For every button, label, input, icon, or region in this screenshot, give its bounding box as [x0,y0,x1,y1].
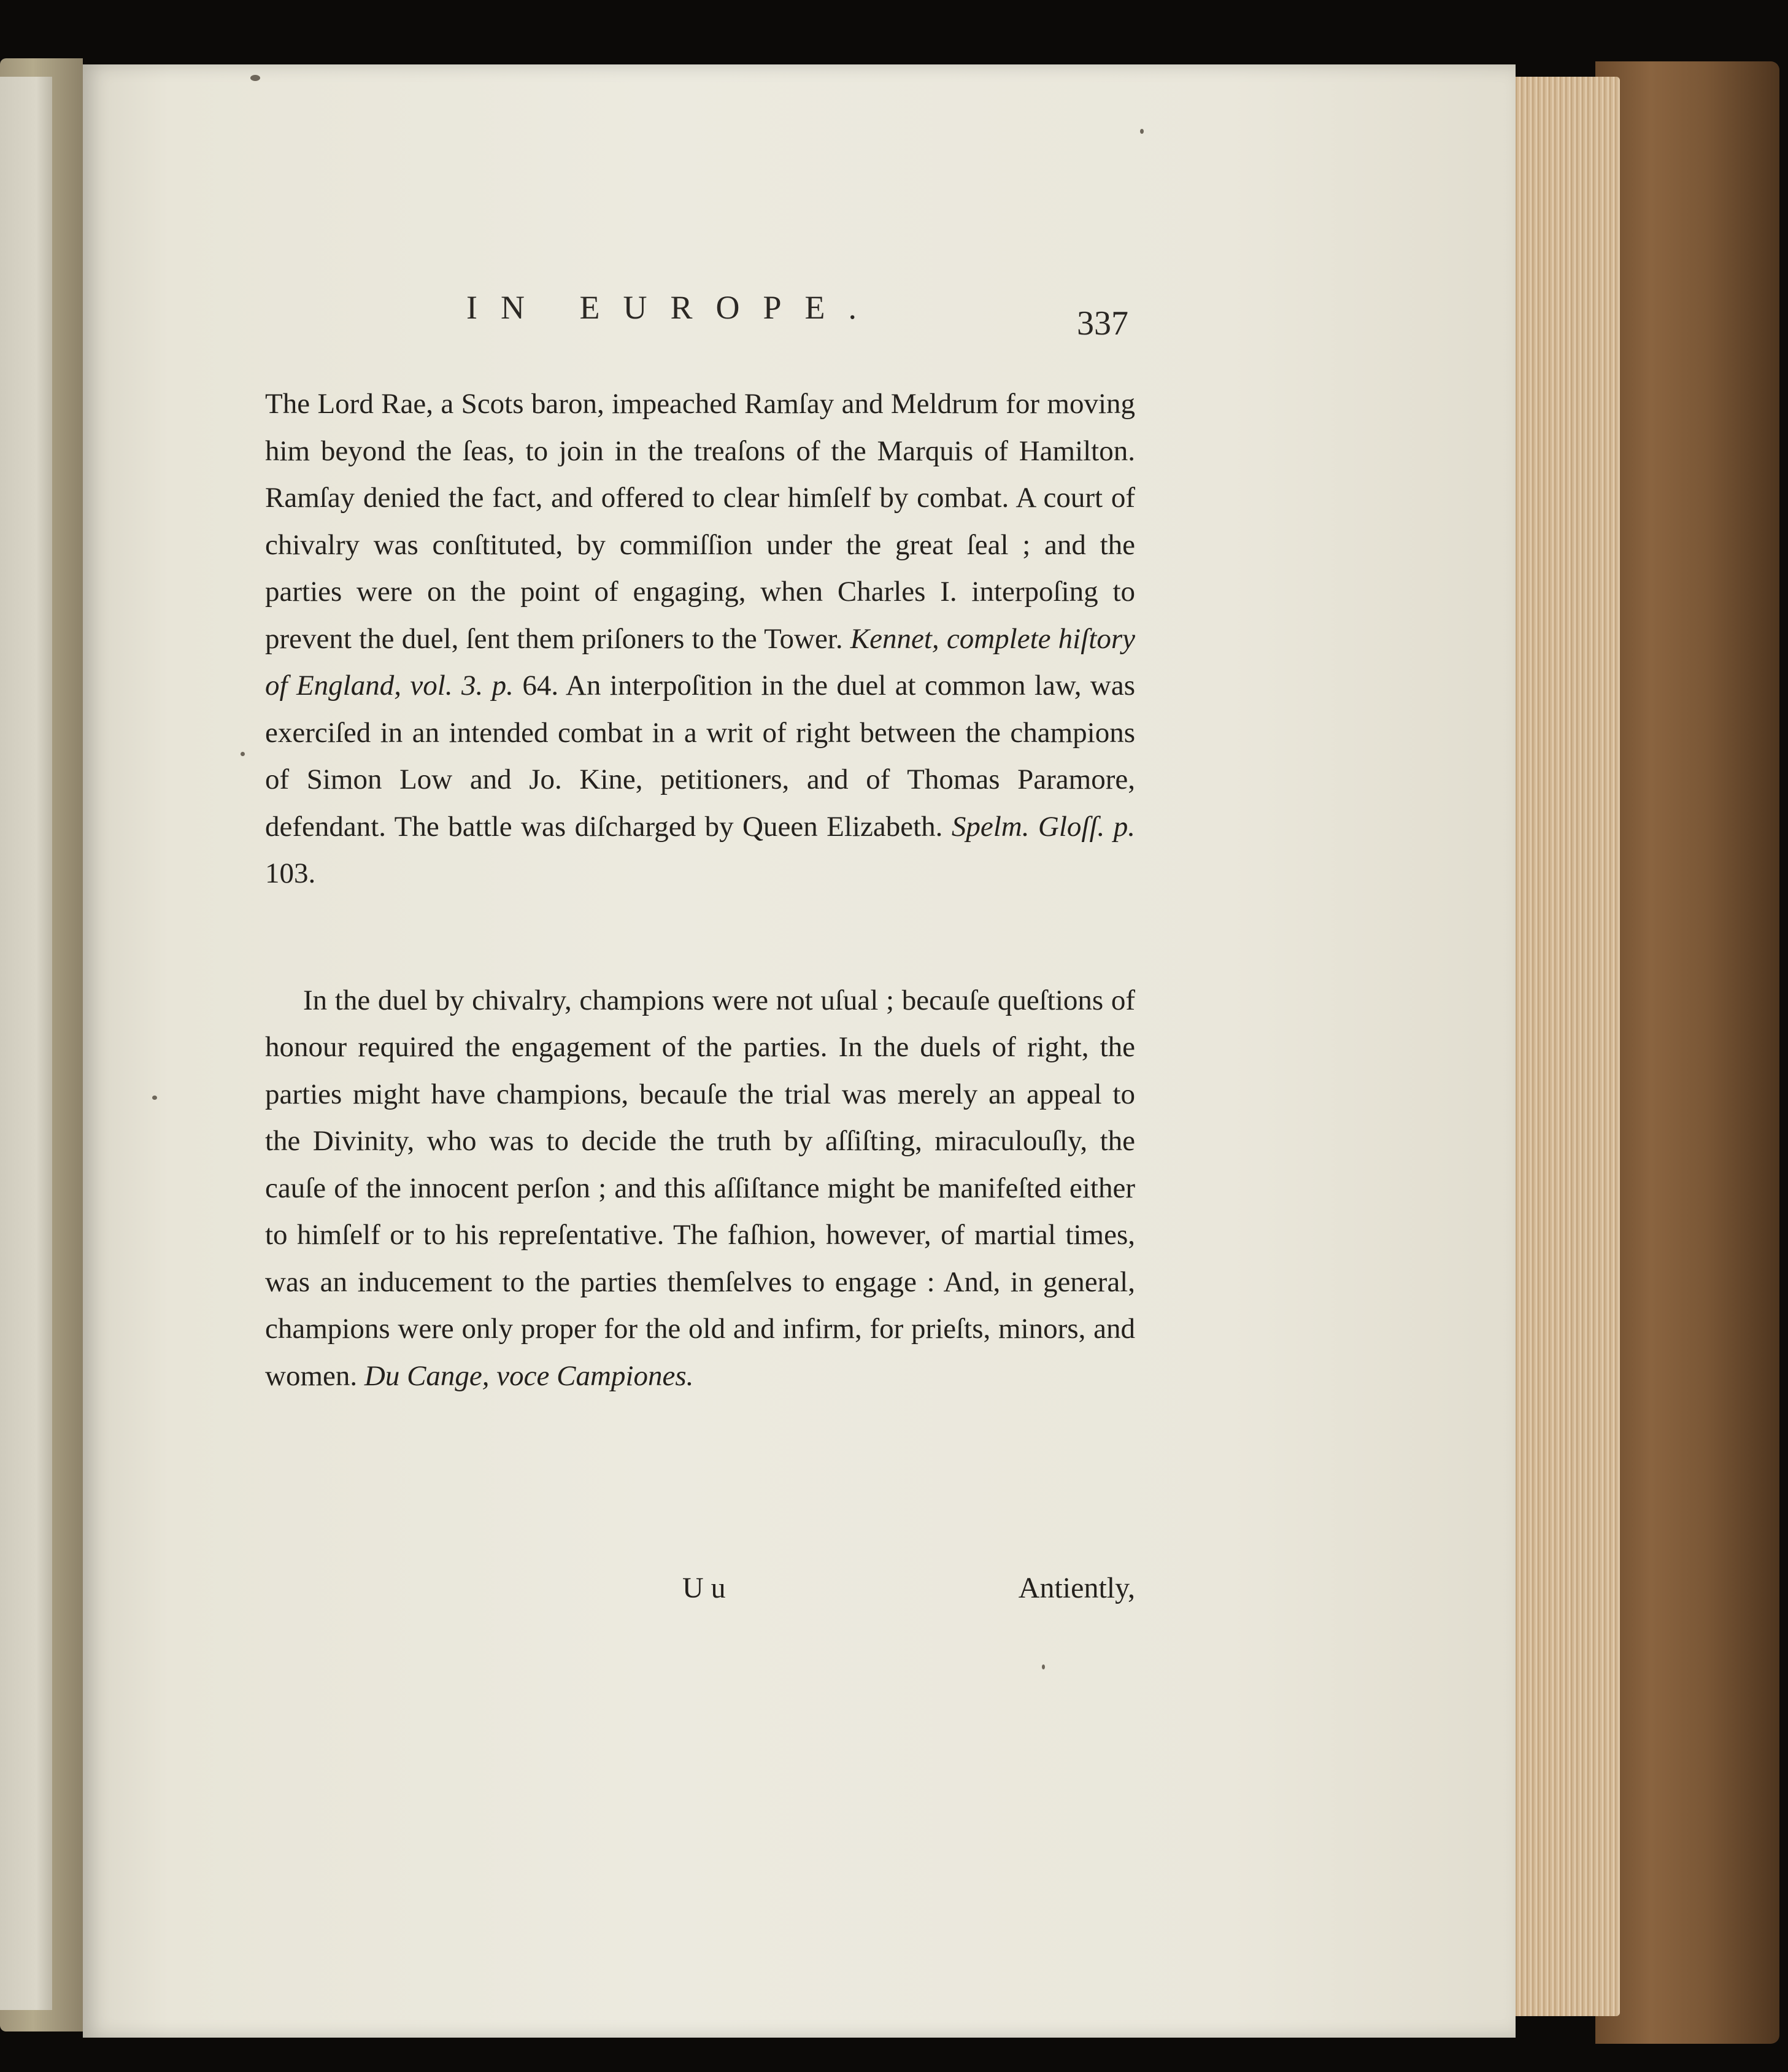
ink-speck [250,75,260,81]
citation-text: Du Cange, voce Campiones. [364,1359,694,1392]
body-text-run: The Lord Rae, a Scots baron, impeached Ramſay and Meldrum for moving him beyond the ſeas, to join in the treaſons of the Marquis of Hamilton. Ramſay denied the fact, and offered to clear himſelf by combat. A court of chivalry was conſtituted, by commiſſion under the great ſeal ; and the parties were on the point of engaging, when Charles I. interpoſing to prevent the duel, ſent them priſoners to the Tower. [265,388,1135,655]
body-text-run: 64. An interpoſition in the duel at common law, was exerciſed in an intended combat in a writ of right between the champions of Simon Low and Jo. Kine, petitioners, and of Thomas Paramore, defendant. The battle was diſcharged by Queen Elizabeth. [265,670,1135,843]
page-stack-edges [1512,77,1620,2016]
ink-speck [241,752,245,756]
page-number: 337 [1077,304,1128,342]
catchword: Antiently, [1018,1572,1135,1604]
ink-speck [152,1096,157,1100]
ink-speck [1140,129,1144,134]
citation-text: Spelm. Gloſſ. p. [951,810,1135,843]
body-text-run: In the duel by chivalry, champions were not uſual ; becauſe queſtions of honour required the engagement of the parties. In the duels of right, the parties might have champions, becauſe the trial was merely an appeal to the Divinity, who was to decide the truth by aſſiſting, miraculouſly, the cauſe of the innocent perſon ; and this aſſiſtance might be manifeſted either to himſelf or to his repreſentative. The faſhion, however, of martial times, was an inducement to the parties themſelves to engage : And, in general, champions were only proper for the old and infirm, for prieſts, minors, and women. [265,984,1135,1392]
body-text [265,381,1135,1399]
paragraph [265,977,1135,1400]
right-book-board [1595,61,1779,2044]
citation-text: Kennet, complete hiſtory of England, vol. 3. p. [265,622,1135,702]
running-head: IN EUROPE. [466,289,880,326]
page-footer [265,1571,1135,1614]
paragraph [265,381,1135,897]
signature-mark: U u [682,1572,726,1604]
ink-speck [1042,1664,1045,1669]
body-text-run: 103. [265,857,316,889]
left-page-edge [0,77,52,2010]
